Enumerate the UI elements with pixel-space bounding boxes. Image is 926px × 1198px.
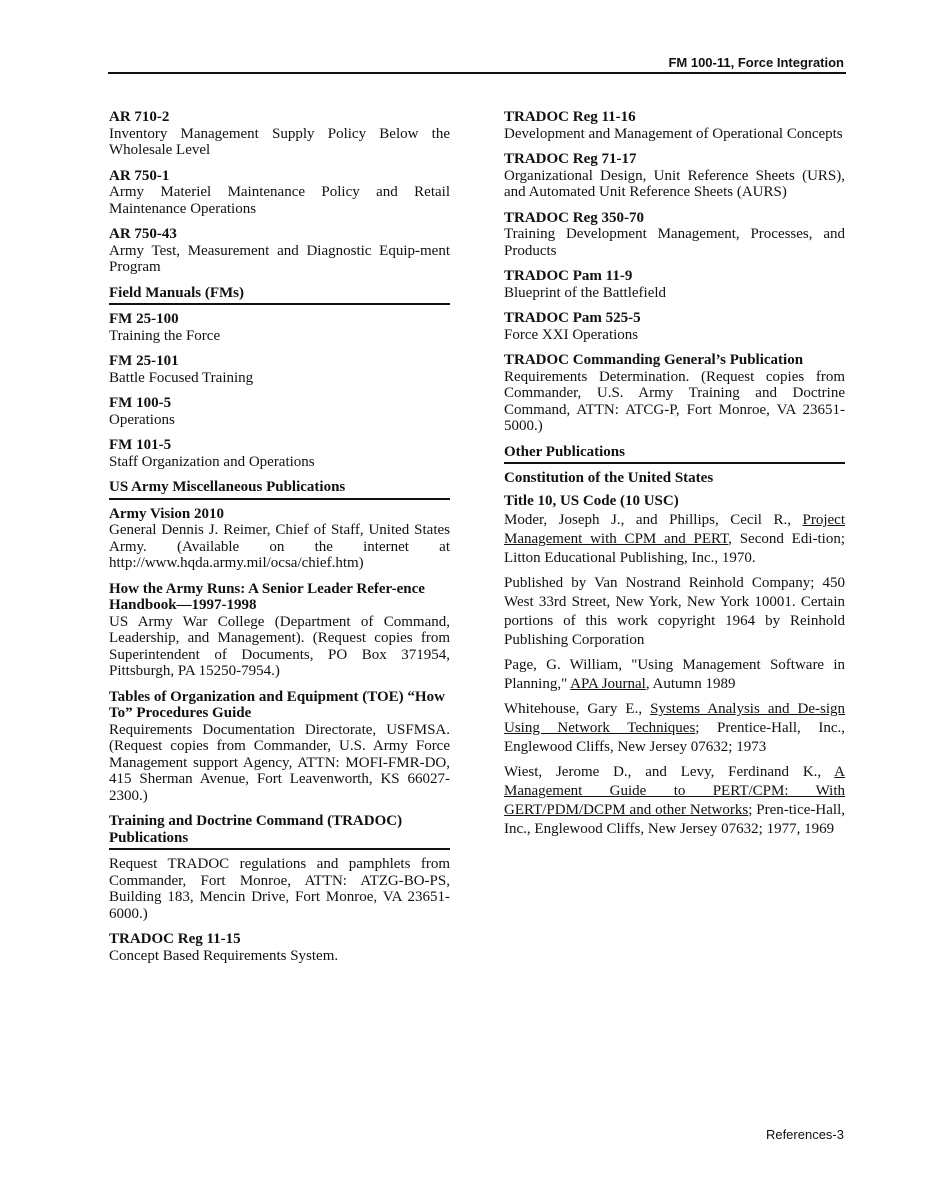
right-column: [504, 109, 845, 845]
ref-author: Moder, Joseph J., and Phillips, Cecil R.,: [504, 512, 803, 528]
reference-title: TRADOC Pam 11-9: [504, 268, 633, 284]
reference-description: Army Materiel Maintenance Policy and Retail Maintenance Operations: [109, 184, 450, 217]
reference-description: Training the Force: [109, 327, 221, 344]
reference-entry: [504, 109, 845, 142]
reference-van-nostrand: Published by Van Nostrand Reinhold Company; 450 West 33rd Street, New York, New York 10001. Certain portions of this work copyright 1964 by Reinhold Publishing Corporation: [504, 575, 845, 648]
reference-entry: [109, 437, 450, 470]
reference-description: Organizational Design, Unit Reference Sheets (URS), and Automated Unit Reference Sheets (AURS): [504, 167, 845, 200]
ref-book-title: A Management Guide to PERT/CPM: With GERT/PDM/DCPM and other Networks: [504, 764, 845, 818]
reference-entry: [109, 931, 450, 964]
reference-title-constitution: Constitution of the United States: [504, 470, 714, 486]
header-rule: [108, 72, 846, 74]
reference-entry: [109, 311, 450, 344]
reference-title: FM 25-101: [109, 353, 179, 369]
reference-description: Battle Focused Training: [109, 369, 254, 386]
reference-description: Requirements Documentation Directorate, USFMSA. (Request copies from Commander, U.S. Army Force Management support Agency, ATTN: MOFI-FMR-DO, 415 Sherman Avenue, Fort Leavenworth, KS 66027-2300.): [109, 721, 450, 804]
reference-description: Blueprint of the Battlefield: [504, 284, 667, 301]
ref-book-title: Project Management with CPM and PERT: [504, 512, 845, 547]
reference-entry: [504, 151, 845, 201]
ref-journal-title: APA Journal: [570, 676, 646, 692]
ref-date: , Autumn 1989: [645, 676, 736, 692]
reference-page: [504, 656, 845, 694]
running-head-title: FM 100-11, Force Integration: [668, 55, 844, 70]
tradoc-intro-text: Request TRADOC regulations and pamphlets from Commander, Fort Monroe, ATTN: ATZG-BO-PS, Building 183, Mencin Drive, Fort Monroe, VA 23651-6000.): [109, 856, 450, 922]
ref-publisher: ; Prentice-Hall, Inc., Englewood Cliffs, New Jersey 07632; 1973: [504, 720, 845, 755]
reference-whitehouse: [504, 700, 845, 757]
reference-entry: [504, 268, 845, 301]
reference-description: Concept Based Requirements System.: [109, 947, 339, 964]
reference-title: Army Vision 2010: [109, 505, 225, 522]
reference-description: US Army War College (Department of Command, Leadership, and Management). (Request copies from Superintendent of Documents, PO Box 371954, Pittsburgh, PA 15250-7954.): [109, 613, 450, 679]
reference-title: TRADOC Reg 71-17: [504, 151, 637, 167]
reference-entry: [109, 395, 450, 428]
reference-title: TRADOC Reg 11-15: [109, 931, 241, 947]
reference-wiest: [504, 763, 845, 839]
reference-title: TRADOC Reg 11-16: [504, 109, 636, 125]
reference-title: TRADOC Commanding General’s Publication: [504, 352, 804, 368]
left-column: [109, 109, 450, 973]
reference-title: FM 25-100: [109, 311, 179, 327]
reference-title: FM 100-5: [109, 395, 172, 411]
ref-publisher: ; Pren-tice-Hall, Inc., Englewood Cliffs, New Jersey 07632; 1977, 1969: [504, 802, 845, 837]
reference-entry: [109, 689, 450, 805]
ref-author: Page, G. William, "Using Management Software in Planning,": [504, 657, 845, 692]
ref-author: Whitehouse, Gary E.,: [504, 701, 651, 717]
page-number: References-3: [765, 1127, 844, 1142]
reference-description: Training Development Management, Processes, and Products: [504, 226, 845, 259]
reference-description: Inventory Management Supply Policy Below the Wholesale Level: [109, 125, 450, 158]
reference-title: AR 710-2: [109, 109, 170, 125]
reference-title: AR 750-43: [109, 226, 177, 242]
reference-entry: [109, 506, 450, 572]
reference-description: Staff Organization and Operations: [109, 453, 315, 470]
reference-entry: [109, 226, 450, 276]
section-heading-field-manuals: Field Manuals (FMs): [109, 285, 450, 306]
reference-description: Force XXI Operations: [504, 326, 639, 343]
reference-title: Tables of Organization and Equipment (TOE) “How To” Procedures Guide: [109, 688, 445, 721]
reference-title-usc: Title 10, US Code (10 USC): [504, 492, 679, 509]
reference-title: AR 750-1: [109, 167, 170, 184]
reference-description: Army Test, Measurement and Diagnostic Equip-ment Program: [109, 242, 450, 275]
reference-description: Development and Management of Operational Concepts: [504, 125, 843, 142]
reference-title: FM 101-5: [109, 437, 172, 453]
reference-entry: [504, 352, 845, 435]
reference-description: Requirements Determination. (Request copies from Commander, U.S. Army Training and Doctrine Command, ATTN: ATCG-P, Fort Monroe, VA 23651-5000.): [504, 368, 845, 434]
reference-moder: [504, 511, 845, 568]
reference-title: TRADOC Pam 525-5: [504, 310, 641, 326]
ref-publisher: , Second Edi-tion; Litton Educational Publishing, Inc., 1970.: [504, 531, 845, 566]
reference-title: TRADOC Reg 350-70: [504, 209, 644, 226]
reference-entry: [109, 168, 450, 218]
section-heading-other-publications: Other Publications: [504, 444, 845, 465]
reference-entry: [109, 109, 450, 159]
reference-entry: [504, 210, 845, 260]
reference-entry: [504, 310, 845, 343]
reference-description: General Dennis J. Reimer, Chief of Staff, United States Army. (Available on the internet at http://www.hqda.army.mil/ocsa/chief.htm): [109, 522, 450, 571]
reference-title: How the Army Runs: A Senior Leader Refer-ence Handbook—1997-1998: [109, 580, 425, 613]
section-heading-tradoc-publications: Training and Doctrine Command (TRADOC) Publications: [109, 813, 450, 850]
section-heading-misc-publications: US Army Miscellaneous Publications: [109, 479, 450, 500]
ref-book-title: Systems Analysis and De-sign Using Network Techniques: [504, 701, 845, 736]
reference-entry: [109, 856, 450, 922]
reference-entry: [109, 581, 450, 680]
ref-author: Wiest, Jerome D., and Levy, Ferdinand K.,: [504, 764, 835, 780]
reference-entry: [109, 353, 450, 386]
reference-description: Operations: [109, 411, 175, 428]
